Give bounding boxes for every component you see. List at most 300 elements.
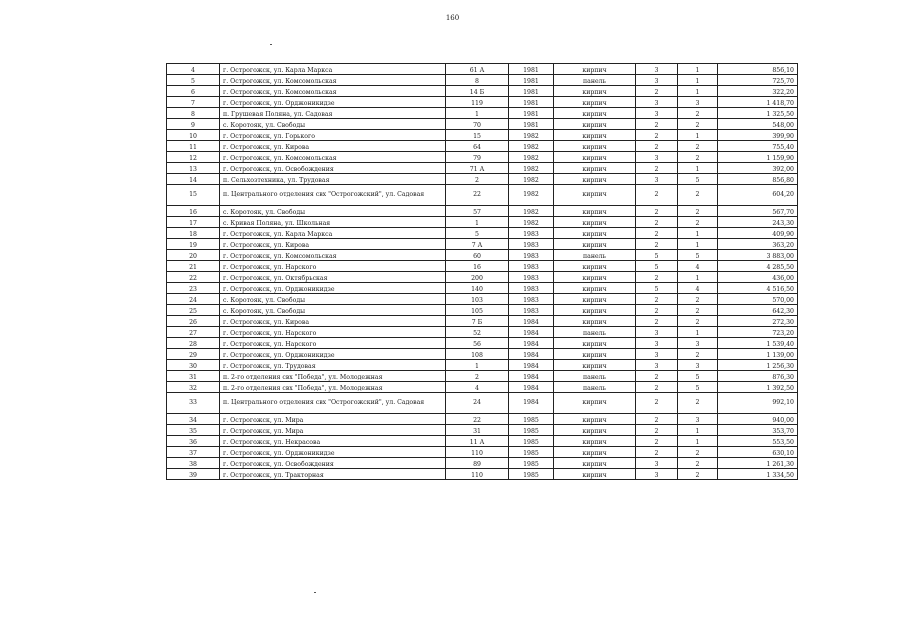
- address-cell: г. Острогожск, ул. Некрасова: [220, 436, 446, 447]
- area-cell: 567,70: [718, 206, 798, 217]
- area-cell: 392,00: [718, 163, 798, 174]
- area-cell: 1 261,30: [718, 458, 798, 469]
- floors-cell: 3: [636, 360, 678, 371]
- entrances-cell: 1: [678, 425, 718, 436]
- floors-cell: 3: [636, 469, 678, 480]
- year-built-cell: 1981: [509, 119, 554, 130]
- floors-cell: 2: [636, 393, 678, 414]
- floors-cell: 2: [636, 447, 678, 458]
- table-row: [167, 206, 798, 217]
- address-cell: г. Острогожск, ул. Нарского: [220, 261, 446, 272]
- house-number-cell: 89: [446, 458, 509, 469]
- floors-cell: 5: [636, 283, 678, 294]
- entrances-cell: 2: [678, 458, 718, 469]
- floors-cell: 2: [636, 130, 678, 141]
- address-cell: г. Острогожск, ул. Нарского: [220, 327, 446, 338]
- wall-material-cell: кирпич: [554, 272, 636, 283]
- house-number-cell: 60: [446, 250, 509, 261]
- year-built-cell: 1983: [509, 239, 554, 250]
- house-number-cell: 4: [446, 382, 509, 393]
- wall-material-cell: кирпич: [554, 436, 636, 447]
- floors-cell: 2: [636, 272, 678, 283]
- floors-cell: 3: [636, 64, 678, 75]
- area-cell: 630,10: [718, 447, 798, 458]
- year-built-cell: 1985: [509, 425, 554, 436]
- year-built-cell: 1984: [509, 382, 554, 393]
- table-row: [167, 447, 798, 458]
- area-cell: 322,20: [718, 86, 798, 97]
- address-cell: г. Острогожск, ул. Карла Маркса: [220, 64, 446, 75]
- area-cell: 1 256,30: [718, 360, 798, 371]
- area-cell: 409,90: [718, 228, 798, 239]
- table-row: [167, 141, 798, 152]
- entrances-cell: 1: [678, 163, 718, 174]
- area-cell: 363,20: [718, 239, 798, 250]
- table-row: [167, 228, 798, 239]
- house-number-cell: 61 А: [446, 64, 509, 75]
- row-number-cell: 24: [167, 294, 220, 305]
- year-built-cell: 1981: [509, 86, 554, 97]
- wall-material-cell: кирпич: [554, 217, 636, 228]
- area-cell: 272,30: [718, 316, 798, 327]
- table-row: [167, 283, 798, 294]
- entrances-cell: 2: [678, 185, 718, 206]
- floors-cell: 3: [636, 338, 678, 349]
- floors-cell: 2: [636, 217, 678, 228]
- house-number-cell: 52: [446, 327, 509, 338]
- page-number: 160: [445, 14, 460, 22]
- entrances-cell: 2: [678, 206, 718, 217]
- year-built-cell: 1982: [509, 152, 554, 163]
- floors-cell: 3: [636, 75, 678, 86]
- wall-material-cell: кирпич: [554, 414, 636, 425]
- address-cell: г. Острогожск, ул. Орджоникидзе: [220, 349, 446, 360]
- row-number-cell: 7: [167, 97, 220, 108]
- area-cell: 940,00: [718, 414, 798, 425]
- floors-cell: 3: [636, 152, 678, 163]
- row-number-cell: 25: [167, 305, 220, 316]
- wall-material-cell: панель: [554, 75, 636, 86]
- row-number-cell: 30: [167, 360, 220, 371]
- entrances-cell: 2: [678, 447, 718, 458]
- year-built-cell: 1981: [509, 97, 554, 108]
- house-number-cell: 200: [446, 272, 509, 283]
- house-number-cell: 8: [446, 75, 509, 86]
- area-cell: 1 139,00: [718, 349, 798, 360]
- entrances-cell: 1: [678, 75, 718, 86]
- year-built-cell: 1982: [509, 163, 554, 174]
- year-built-cell: 1982: [509, 174, 554, 185]
- address-cell: п. Центрального отделения свх "Острогожский", ул. Садовая: [220, 185, 446, 206]
- area-cell: 353,70: [718, 425, 798, 436]
- table-row: [167, 250, 798, 261]
- row-number-cell: 34: [167, 414, 220, 425]
- entrances-cell: 5: [678, 174, 718, 185]
- entrances-cell: 1: [678, 327, 718, 338]
- area-cell: 548,00: [718, 119, 798, 130]
- area-cell: 725,70: [718, 75, 798, 86]
- house-number-cell: 64: [446, 141, 509, 152]
- floors-cell: 2: [636, 436, 678, 447]
- area-cell: 604,20: [718, 185, 798, 206]
- address-cell: г. Острогожск, ул. Октябрьская: [220, 272, 446, 283]
- row-number-cell: 31: [167, 371, 220, 382]
- area-cell: 642,30: [718, 305, 798, 316]
- table-row: [167, 119, 798, 130]
- table-row: [167, 108, 798, 119]
- wall-material-cell: кирпич: [554, 305, 636, 316]
- year-built-cell: 1984: [509, 393, 554, 414]
- entrances-cell: 2: [678, 119, 718, 130]
- address-cell: с. Коротояк, ул. Свободы: [220, 206, 446, 217]
- area-cell: 856,80: [718, 174, 798, 185]
- floors-cell: 2: [636, 185, 678, 206]
- row-number-cell: 21: [167, 261, 220, 272]
- wall-material-cell: кирпич: [554, 469, 636, 480]
- entrances-cell: 2: [678, 108, 718, 119]
- row-number-cell: 26: [167, 316, 220, 327]
- entrances-cell: 1: [678, 130, 718, 141]
- row-number-cell: 39: [167, 469, 220, 480]
- table-row: [167, 338, 798, 349]
- table-row: [167, 305, 798, 316]
- table-row: [167, 174, 798, 185]
- row-number-cell: 11: [167, 141, 220, 152]
- wall-material-cell: кирпич: [554, 360, 636, 371]
- year-built-cell: 1981: [509, 108, 554, 119]
- row-number-cell: 23: [167, 283, 220, 294]
- wall-material-cell: кирпич: [554, 130, 636, 141]
- address-cell: п. 2-го отделения свх "Победа", ул. Молодежная: [220, 382, 446, 393]
- area-cell: 876,30: [718, 371, 798, 382]
- entrances-cell: 5: [678, 250, 718, 261]
- entrances-cell: 3: [678, 97, 718, 108]
- wall-material-cell: кирпич: [554, 458, 636, 469]
- entrances-cell: 5: [678, 382, 718, 393]
- row-number-cell: 20: [167, 250, 220, 261]
- row-number-cell: 37: [167, 447, 220, 458]
- wall-material-cell: кирпич: [554, 239, 636, 250]
- entrances-cell: 4: [678, 261, 718, 272]
- entrances-cell: 2: [678, 316, 718, 327]
- floors-cell: 5: [636, 250, 678, 261]
- floors-cell: 2: [636, 305, 678, 316]
- year-built-cell: 1983: [509, 283, 554, 294]
- year-built-cell: 1983: [509, 272, 554, 283]
- entrances-cell: 2: [678, 393, 718, 414]
- table-row: [167, 360, 798, 371]
- wall-material-cell: панель: [554, 382, 636, 393]
- table-row: [167, 414, 798, 425]
- floors-cell: 3: [636, 327, 678, 338]
- address-cell: г. Острогожск, ул. Мира: [220, 425, 446, 436]
- address-cell: г. Острогожск, ул. Комсомольская: [220, 86, 446, 97]
- year-built-cell: 1983: [509, 261, 554, 272]
- address-cell: г. Острогожск, ул. Нарского: [220, 338, 446, 349]
- wall-material-cell: панель: [554, 371, 636, 382]
- floors-cell: 3: [636, 174, 678, 185]
- wall-material-cell: кирпич: [554, 316, 636, 327]
- year-built-cell: 1983: [509, 294, 554, 305]
- floors-cell: 2: [636, 316, 678, 327]
- entrances-cell: 1: [678, 436, 718, 447]
- wall-material-cell: кирпич: [554, 97, 636, 108]
- wall-material-cell: кирпич: [554, 119, 636, 130]
- house-number-cell: 70: [446, 119, 509, 130]
- address-cell: п. 2-го отделения свх "Победа", ул. Молодежная: [220, 371, 446, 382]
- address-cell: г. Острогожск, ул. Комсомольская: [220, 152, 446, 163]
- entrances-cell: 2: [678, 217, 718, 228]
- row-number-cell: 9: [167, 119, 220, 130]
- row-number-cell: 32: [167, 382, 220, 393]
- address-cell: п. Сельхозтехника, ул. Трудовая: [220, 174, 446, 185]
- table-row: [167, 393, 798, 414]
- scan-speck: [314, 592, 316, 593]
- address-cell: г. Острогожск, ул. Горького: [220, 130, 446, 141]
- address-cell: г. Острогожск, ул. Орджоникидзе: [220, 97, 446, 108]
- area-cell: 1 392,50: [718, 382, 798, 393]
- entrances-cell: 1: [678, 64, 718, 75]
- wall-material-cell: кирпич: [554, 283, 636, 294]
- entrances-cell: 2: [678, 349, 718, 360]
- address-cell: г. Острогожск, ул. Освобождения: [220, 458, 446, 469]
- row-number-cell: 6: [167, 86, 220, 97]
- wall-material-cell: кирпич: [554, 228, 636, 239]
- address-cell: г. Острогожск, ул. Комсомольская: [220, 250, 446, 261]
- row-number-cell: 4: [167, 64, 220, 75]
- row-number-cell: 18: [167, 228, 220, 239]
- floors-cell: 3: [636, 349, 678, 360]
- year-built-cell: 1982: [509, 185, 554, 206]
- area-cell: 4 285,50: [718, 261, 798, 272]
- floors-cell: 5: [636, 261, 678, 272]
- floors-cell: 2: [636, 425, 678, 436]
- scan-speck: [270, 44, 272, 45]
- address-cell: г. Острогожск, ул. Кирова: [220, 239, 446, 250]
- table-row: [167, 382, 798, 393]
- wall-material-cell: кирпич: [554, 425, 636, 436]
- address-cell: г. Острогожск, ул. Освобождения: [220, 163, 446, 174]
- year-built-cell: 1982: [509, 206, 554, 217]
- table-row: [167, 97, 798, 108]
- row-number-cell: 35: [167, 425, 220, 436]
- floors-cell: 2: [636, 294, 678, 305]
- address-cell: с. Коротояк, ул. Свободы: [220, 294, 446, 305]
- area-cell: 992,10: [718, 393, 798, 414]
- housing-registry-table: [166, 63, 798, 480]
- row-number-cell: 29: [167, 349, 220, 360]
- floors-cell: 2: [636, 382, 678, 393]
- floors-cell: 2: [636, 206, 678, 217]
- wall-material-cell: кирпич: [554, 86, 636, 97]
- table-row: [167, 217, 798, 228]
- house-number-cell: 11 А: [446, 436, 509, 447]
- area-cell: 570,00: [718, 294, 798, 305]
- table-row: [167, 458, 798, 469]
- wall-material-cell: кирпич: [554, 393, 636, 414]
- wall-material-cell: кирпич: [554, 64, 636, 75]
- wall-material-cell: кирпич: [554, 349, 636, 360]
- house-number-cell: 2: [446, 174, 509, 185]
- area-cell: 1 325,50: [718, 108, 798, 119]
- year-built-cell: 1985: [509, 469, 554, 480]
- wall-material-cell: кирпич: [554, 163, 636, 174]
- address-cell: п. Грушевая Поляна, ул. Садовая: [220, 108, 446, 119]
- house-number-cell: 119: [446, 97, 509, 108]
- address-cell: п. Центрального отделения свх "Острогожский", ул. Садовая: [220, 393, 446, 414]
- table-row: [167, 152, 798, 163]
- table-row: [167, 371, 798, 382]
- area-cell: 243,30: [718, 217, 798, 228]
- entrances-cell: 2: [678, 141, 718, 152]
- house-number-cell: 57: [446, 206, 509, 217]
- floors-cell: 2: [636, 86, 678, 97]
- table-row: [167, 316, 798, 327]
- house-number-cell: 31: [446, 425, 509, 436]
- house-number-cell: 1: [446, 108, 509, 119]
- house-number-cell: 2: [446, 371, 509, 382]
- address-cell: г. Острогожск, ул. Кирова: [220, 141, 446, 152]
- year-built-cell: 1985: [509, 447, 554, 458]
- table-row: [167, 239, 798, 250]
- address-cell: с. Кривая Поляна, ул. Школьная: [220, 217, 446, 228]
- address-cell: г. Острогожск, ул. Орджоникидзе: [220, 447, 446, 458]
- year-built-cell: 1984: [509, 349, 554, 360]
- house-number-cell: 110: [446, 447, 509, 458]
- house-number-cell: 108: [446, 349, 509, 360]
- address-cell: г. Острогожск, ул. Карла Маркса: [220, 228, 446, 239]
- area-cell: 3 883,00: [718, 250, 798, 261]
- year-built-cell: 1984: [509, 360, 554, 371]
- entrances-cell: 2: [678, 152, 718, 163]
- year-built-cell: 1981: [509, 75, 554, 86]
- row-number-cell: 13: [167, 163, 220, 174]
- house-number-cell: 15: [446, 130, 509, 141]
- house-number-cell: 105: [446, 305, 509, 316]
- entrances-cell: 3: [678, 360, 718, 371]
- year-built-cell: 1985: [509, 458, 554, 469]
- year-built-cell: 1982: [509, 141, 554, 152]
- row-number-cell: 33: [167, 393, 220, 414]
- wall-material-cell: панель: [554, 250, 636, 261]
- wall-material-cell: кирпич: [554, 152, 636, 163]
- address-cell: г. Острогожск, ул. Мира: [220, 414, 446, 425]
- table-row: [167, 86, 798, 97]
- row-number-cell: 8: [167, 108, 220, 119]
- area-cell: 553,50: [718, 436, 798, 447]
- year-built-cell: 1984: [509, 371, 554, 382]
- floors-cell: 2: [636, 228, 678, 239]
- year-built-cell: 1981: [509, 64, 554, 75]
- floors-cell: 2: [636, 119, 678, 130]
- area-cell: 1 539,40: [718, 338, 798, 349]
- entrances-cell: 1: [678, 239, 718, 250]
- row-number-cell: 17: [167, 217, 220, 228]
- address-cell: г. Острогожск, ул. Тракторная: [220, 469, 446, 480]
- wall-material-cell: кирпич: [554, 338, 636, 349]
- house-number-cell: 140: [446, 283, 509, 294]
- row-number-cell: 10: [167, 130, 220, 141]
- house-number-cell: 24: [446, 393, 509, 414]
- house-number-cell: 7 А: [446, 239, 509, 250]
- year-built-cell: 1983: [509, 250, 554, 261]
- year-built-cell: 1982: [509, 217, 554, 228]
- row-number-cell: 12: [167, 152, 220, 163]
- area-cell: 856,10: [718, 64, 798, 75]
- wall-material-cell: кирпич: [554, 174, 636, 185]
- floors-cell: 3: [636, 108, 678, 119]
- area-cell: 399,90: [718, 130, 798, 141]
- row-number-cell: 36: [167, 436, 220, 447]
- entrances-cell: 3: [678, 414, 718, 425]
- table-row: [167, 327, 798, 338]
- table-row: [167, 349, 798, 360]
- table-row: [167, 272, 798, 283]
- floors-cell: 2: [636, 141, 678, 152]
- year-built-cell: 1985: [509, 414, 554, 425]
- floors-cell: 2: [636, 414, 678, 425]
- floors-cell: 3: [636, 458, 678, 469]
- area-cell: 4 516,50: [718, 283, 798, 294]
- row-number-cell: 15: [167, 185, 220, 206]
- entrances-cell: 2: [678, 294, 718, 305]
- entrances-cell: 1: [678, 228, 718, 239]
- year-built-cell: 1985: [509, 436, 554, 447]
- table-row: [167, 75, 798, 86]
- table-row: [167, 436, 798, 447]
- table-row: [167, 469, 798, 480]
- area-cell: 1 334,50: [718, 469, 798, 480]
- address-cell: г. Острогожск, ул. Комсомольская: [220, 75, 446, 86]
- year-built-cell: 1982: [509, 130, 554, 141]
- wall-material-cell: кирпич: [554, 261, 636, 272]
- table-row: [167, 130, 798, 141]
- area-cell: 755,40: [718, 141, 798, 152]
- area-cell: 1 418,70: [718, 97, 798, 108]
- floors-cell: 2: [636, 239, 678, 250]
- year-built-cell: 1983: [509, 305, 554, 316]
- house-number-cell: 56: [446, 338, 509, 349]
- entrances-cell: 2: [678, 469, 718, 480]
- floors-cell: 2: [636, 371, 678, 382]
- table-body: [167, 64, 798, 480]
- area-cell: 723,20: [718, 327, 798, 338]
- row-number-cell: 38: [167, 458, 220, 469]
- wall-material-cell: кирпич: [554, 108, 636, 119]
- floors-cell: 3: [636, 97, 678, 108]
- house-number-cell: 110: [446, 469, 509, 480]
- year-built-cell: 1983: [509, 228, 554, 239]
- wall-material-cell: кирпич: [554, 141, 636, 152]
- table-row: [167, 185, 798, 206]
- house-number-cell: 16: [446, 261, 509, 272]
- row-number-cell: 5: [167, 75, 220, 86]
- table-row: [167, 64, 798, 75]
- address-cell: г. Острогожск, ул. Трудовая: [220, 360, 446, 371]
- entrances-cell: 1: [678, 86, 718, 97]
- entrances-cell: 2: [678, 305, 718, 316]
- row-number-cell: 14: [167, 174, 220, 185]
- wall-material-cell: кирпич: [554, 294, 636, 305]
- year-built-cell: 1984: [509, 327, 554, 338]
- wall-material-cell: кирпич: [554, 185, 636, 206]
- house-number-cell: 1: [446, 360, 509, 371]
- area-cell: 436,00: [718, 272, 798, 283]
- year-built-cell: 1984: [509, 316, 554, 327]
- row-number-cell: 27: [167, 327, 220, 338]
- table-row: [167, 163, 798, 174]
- row-number-cell: 22: [167, 272, 220, 283]
